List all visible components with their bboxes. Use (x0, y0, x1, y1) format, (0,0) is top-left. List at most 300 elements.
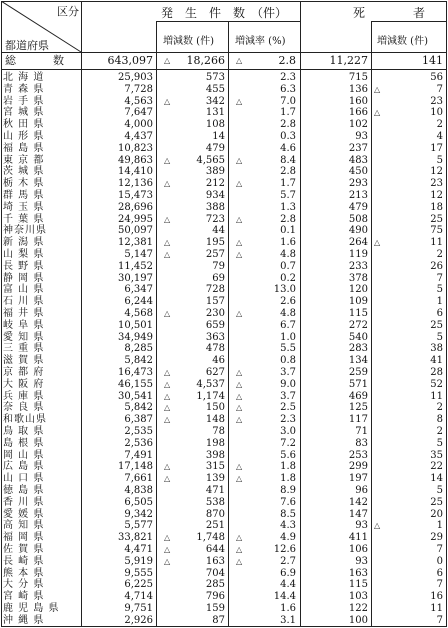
total-count: 643,097 (107, 54, 153, 67)
prefecture-name: 長 野 県 (3, 260, 45, 272)
change-rate: 13.0 (273, 284, 296, 296)
accident-change: 479 (205, 142, 225, 154)
table-row (1, 615, 447, 627)
death-change: 2 (436, 119, 443, 131)
death-change: 7 (436, 544, 443, 555)
accident-count: 46,155 (118, 378, 153, 390)
death-change: 11 (430, 603, 443, 614)
total-rate: 2.8 (278, 54, 296, 67)
death-count: 71 (355, 426, 368, 437)
accident-change: 934 (205, 190, 225, 201)
prefecture-name: 青 森 県 (3, 83, 45, 95)
accident-count: 4,568 (124, 308, 153, 319)
death-change: 8 (436, 414, 443, 426)
death-change: 41 (430, 355, 443, 367)
table-row (1, 284, 447, 296)
accident-count: 17,148 (118, 461, 153, 473)
change-rate: 2.3 (280, 414, 296, 426)
accident-count: 8,285 (124, 343, 153, 355)
prefecture-name: 宮 城 県 (3, 107, 45, 119)
change-rate: 2.8 (280, 213, 296, 225)
death-count: 411 (348, 532, 368, 544)
accident-change: 251 (205, 520, 225, 532)
accident-change: 573 (205, 72, 225, 83)
accident-change: 478 (205, 343, 225, 355)
change-mark: △ (164, 462, 171, 472)
change-rate: 8.4 (280, 154, 296, 166)
death-count: 237 (348, 142, 368, 154)
rate-mark: △ (236, 556, 243, 566)
death-change: 7 (436, 83, 443, 95)
change-rate: 1.0 (280, 331, 296, 343)
accident-change: 1,748 (196, 532, 225, 544)
change-rate: 1.6 (280, 237, 296, 249)
death-count: 117 (348, 414, 368, 426)
table-row (1, 520, 447, 532)
prefecture-name: 滋 賀 県 (3, 355, 45, 367)
total-label: 総 数 (5, 54, 65, 67)
change-mark: △ (164, 96, 171, 106)
change-rate: 14.4 (273, 591, 296, 603)
table-row (1, 225, 447, 237)
prefecture-name: 岐 阜 県 (3, 319, 45, 331)
death-count: 125 (348, 402, 368, 414)
accident-change: 538 (205, 496, 225, 508)
prefecture-name: 福 島 県 (3, 142, 45, 154)
table-row (1, 450, 447, 462)
death-change: 14 (430, 473, 443, 485)
death-change: 10 (430, 107, 443, 119)
accident-count: 7,728 (124, 83, 153, 95)
change-rate: 5.5 (280, 343, 296, 355)
rate-mark: △ (236, 238, 243, 248)
change-rate: 0.7 (280, 260, 296, 272)
death-count: 93 (355, 520, 368, 532)
change-rate: 2.8 (280, 166, 296, 178)
accident-count: 7,661 (124, 473, 153, 485)
table-row (1, 273, 447, 285)
change-mark: △ (164, 415, 171, 425)
death-change: 29 (430, 532, 443, 544)
accident-count: 14,410 (118, 166, 153, 178)
accident-change: 398 (205, 449, 225, 461)
accident-change: 627 (205, 367, 225, 378)
prefecture-name: 鹿 児 島 県 (3, 603, 60, 614)
table-row (1, 485, 447, 497)
accident-change: 342 (205, 95, 225, 107)
death-count: 233 (348, 260, 368, 272)
table-row (1, 414, 447, 426)
accident-change: 44 (212, 225, 225, 237)
death-count: 102 (348, 119, 368, 131)
death-count: 109 (348, 296, 368, 308)
accident-change: 257 (205, 249, 225, 260)
table-row (1, 579, 447, 591)
accident-count: 4,838 (124, 485, 153, 496)
accident-count: 4,563 (124, 95, 153, 107)
accident-change: 388 (205, 201, 225, 213)
death-change: 18 (430, 201, 443, 213)
total-change: 18,266 (186, 54, 225, 67)
change-rate: 1.8 (280, 473, 296, 485)
prefecture-name: 秋 田 県 (3, 119, 45, 131)
death-change: 5 (436, 154, 443, 166)
table-row (1, 473, 447, 485)
prefecture-name: 山 口 県 (3, 473, 45, 485)
accident-change: 14 (212, 131, 225, 142)
accident-change: 131 (205, 107, 225, 119)
death-count: 106 (348, 544, 368, 555)
table-row (1, 178, 447, 190)
death-change: 7 (436, 579, 443, 591)
change-mark: △ (164, 309, 171, 318)
change-rate: 4.3 (280, 520, 296, 532)
accident-count: 5,577 (124, 520, 153, 532)
accident-change: 46 (212, 355, 225, 367)
death-count: 283 (348, 343, 368, 355)
death-change: 23 (430, 178, 443, 190)
change-rate: 1.7 (280, 107, 296, 119)
prefecture-name: 京 都 府 (3, 367, 45, 378)
death-change: 6 (436, 567, 443, 579)
death-change: 5 (436, 284, 443, 296)
death-change: 20 (430, 508, 443, 520)
death-change-mark: △ (374, 84, 381, 94)
accident-count: 2,536 (124, 437, 153, 449)
accident-change: 644 (205, 544, 225, 555)
death-count: 93 (355, 131, 368, 142)
change-rate: 1.8 (280, 461, 296, 473)
death-change: 2 (436, 402, 443, 414)
accident-count: 4,000 (124, 119, 153, 131)
table-row (1, 438, 447, 450)
accident-count: 7,491 (124, 449, 153, 461)
table-row (1, 166, 447, 178)
change-rate: 12.6 (273, 544, 296, 555)
accident-change: 159 (205, 603, 225, 614)
accident-change: 285 (205, 579, 225, 591)
change-rate: 4.9 (280, 532, 296, 544)
accident-count: 2,926 (124, 614, 153, 626)
change-rate: 6.7 (280, 319, 296, 331)
accident-change: 4,537 (196, 378, 225, 390)
death-change: 7 (436, 272, 443, 284)
prefecture-name: 富 山 県 (3, 284, 45, 296)
table-row (1, 202, 447, 214)
accident-count: 2,535 (124, 426, 153, 437)
death-count: 96 (355, 485, 368, 496)
death-change: 23 (430, 95, 443, 107)
change-mark: △ (164, 391, 171, 401)
prefecture-name: 茨 城 県 (3, 166, 45, 178)
accident-count: 11,452 (118, 260, 153, 272)
prefecture-name: 大 阪 府 (3, 378, 45, 390)
change-mark: △ (164, 403, 171, 413)
table-row (1, 391, 447, 403)
prefecture-name: 岡 山 県 (3, 449, 45, 461)
table-row (1, 426, 447, 438)
change-rate: 7.0 (280, 95, 296, 107)
table-row (1, 237, 447, 249)
death-count: 272 (348, 319, 368, 331)
death-count: 115 (348, 579, 368, 591)
change-rate: 2.8 (280, 119, 296, 131)
death-change: 26 (430, 260, 443, 272)
death-change-mark: △ (374, 238, 381, 248)
change-rate: 0.2 (280, 272, 296, 284)
death-change: 56 (430, 72, 443, 83)
death-change: 5 (436, 485, 443, 496)
death-count: 299 (348, 461, 368, 473)
death-change-mark: △ (374, 108, 381, 118)
death-count: 115 (348, 308, 368, 319)
accident-change: 471 (205, 485, 225, 496)
prefecture-name: 愛 知 県 (3, 331, 45, 343)
change-rate: 2.3 (280, 72, 296, 83)
death-count: 163 (348, 567, 368, 579)
accident-count: 5,919 (124, 555, 153, 567)
table-row (1, 367, 447, 379)
change-rate: 3.1 (280, 614, 296, 626)
table-row (1, 261, 447, 273)
prefecture-name: 佐 賀 県 (3, 544, 45, 555)
accident-change: 157 (205, 296, 225, 308)
accident-count: 6,505 (124, 496, 153, 508)
prefecture-name: 東 京 都 (3, 154, 45, 166)
change-rate: 8.9 (280, 485, 296, 496)
header-kubun: 区分 (57, 5, 79, 18)
change-rate: 2.5 (280, 402, 296, 414)
accident-change: 148 (205, 414, 225, 426)
table-row (1, 84, 447, 96)
header-change-rate: 増減率 (%) (235, 36, 286, 47)
prefecture-name: 埼 玉 県 (3, 201, 45, 213)
death-count: 134 (348, 355, 368, 367)
rate-mark: △ (236, 309, 243, 318)
accident-change: 1,174 (196, 390, 225, 402)
prefecture-name: 奈 良 県 (3, 402, 45, 414)
change-rate: 0.1 (280, 225, 296, 237)
accident-change: 704 (205, 567, 225, 579)
change-mark: △ (164, 368, 171, 377)
death-count: 378 (348, 272, 368, 284)
rate-mark: △ (236, 533, 243, 543)
accident-change: 4,565 (196, 154, 225, 166)
death-change: 38 (430, 343, 443, 355)
accident-count: 16,473 (118, 367, 153, 378)
death-change: 6 (436, 308, 443, 319)
accident-count: 28,696 (118, 201, 153, 213)
prefecture-name: 熊 本 県 (3, 567, 45, 579)
rate-mark: △ (236, 368, 243, 377)
death-count: 450 (348, 166, 368, 178)
change-rate: 4.6 (280, 142, 296, 154)
death-count: 715 (348, 72, 368, 83)
prefecture-name: 静 岡 県 (3, 272, 45, 284)
accident-count: 7,647 (124, 107, 153, 119)
accident-count: 12,136 (118, 178, 153, 190)
accident-change: 659 (205, 319, 225, 331)
accident-change: 195 (205, 237, 225, 249)
death-change: 12 (430, 190, 443, 201)
change-rate: 3.7 (280, 367, 296, 378)
rate-mark: △ (236, 214, 243, 224)
table-row (1, 544, 447, 556)
table-row (1, 131, 447, 143)
death-change: 1 (436, 520, 443, 532)
table-row (1, 119, 447, 131)
prefecture-name: 兵 庫 県 (3, 390, 45, 402)
accident-change: 389 (205, 166, 225, 178)
accident-change: 198 (205, 437, 225, 449)
prefecture-name: 広 島 県 (3, 461, 45, 473)
accident-change: 230 (205, 308, 225, 319)
accident-change: 79 (212, 260, 225, 272)
change-rate: 9.0 (280, 378, 296, 390)
table-row (1, 143, 447, 155)
change-mark: △ (164, 155, 171, 165)
table-row (1, 107, 447, 119)
accident-count: 9,555 (124, 567, 153, 579)
table-row (1, 72, 447, 84)
table-row (1, 591, 447, 603)
death-change: 11 (430, 237, 443, 249)
header-diagonal (1, 1, 82, 53)
death-count: 142 (348, 496, 368, 508)
accident-change: 150 (205, 402, 225, 414)
prefecture-name: 群 馬 県 (3, 190, 45, 201)
death-count: 119 (348, 249, 368, 260)
table-row (1, 556, 447, 568)
accident-change: 455 (205, 83, 225, 95)
death-count: 264 (348, 237, 368, 249)
accident-count: 4,714 (124, 591, 153, 603)
change-rate: 5.6 (280, 449, 296, 461)
table-row (1, 461, 447, 473)
death-count: 120 (348, 284, 368, 296)
statistics-table (1, 1, 447, 627)
accident-count: 4,437 (124, 131, 153, 142)
table-row (1, 568, 447, 580)
rate-mark: △ (236, 391, 243, 401)
accident-count: 34,949 (118, 331, 153, 343)
rate-mark: △ (236, 415, 243, 425)
death-count: 160 (348, 95, 368, 107)
prefecture-name: 岩 手 県 (3, 95, 45, 107)
death-change: 35 (430, 449, 443, 461)
accident-count: 30,541 (118, 390, 153, 402)
prefecture-name: 山 形 県 (3, 131, 45, 142)
table-row (1, 379, 447, 391)
header-change-count: 増減数 (件) (163, 36, 214, 47)
table-row (1, 249, 447, 261)
rate-mark: △ (236, 379, 243, 389)
prefecture-name: 福 井 県 (3, 308, 45, 319)
rate-mark: △ (236, 474, 243, 484)
rate-mark: △ (236, 96, 243, 106)
table-row (1, 320, 447, 332)
death-count: 508 (348, 213, 368, 225)
prefecture-name: 三 重 県 (3, 343, 45, 355)
death-change: 25 (430, 319, 443, 331)
rate-mark: △ (236, 155, 243, 165)
death-change: 5 (436, 331, 443, 343)
change-rate: 1.7 (280, 178, 296, 190)
death-change: 52 (430, 378, 443, 390)
prefecture-name: 徳 島 県 (3, 485, 45, 496)
death-change: 12 (430, 166, 443, 178)
death-count: 483 (348, 154, 368, 166)
accident-count: 6,387 (124, 414, 153, 426)
total-change-mark: △ (164, 56, 171, 65)
table-row (1, 96, 447, 108)
prefecture-name: 千 葉 県 (3, 213, 45, 225)
change-rate: 1.3 (280, 201, 296, 213)
accident-change: 87 (212, 614, 225, 626)
header-death-change: 増減数 (件) (377, 36, 428, 47)
death-count: 93 (355, 555, 368, 567)
change-rate: 4.4 (280, 579, 296, 591)
death-count: 103 (348, 591, 368, 603)
death-count: 293 (348, 178, 368, 190)
prefecture-name: 長 崎 県 (3, 555, 45, 567)
accident-count: 24,995 (118, 213, 153, 225)
death-change: 75 (430, 225, 443, 237)
change-rate: 3.7 (280, 390, 296, 402)
death-change: 2 (436, 249, 443, 260)
change-mark: △ (164, 379, 171, 389)
prefecture-name: 福 岡 県 (3, 532, 45, 544)
change-mark: △ (164, 238, 171, 248)
table-row (1, 296, 447, 308)
accident-count: 15,473 (118, 190, 153, 201)
accident-count: 4,471 (124, 544, 153, 555)
death-count: 136 (348, 83, 368, 95)
total-deaths: 11,227 (329, 54, 368, 67)
change-mark: △ (164, 545, 171, 554)
change-rate: 7.2 (280, 437, 296, 449)
death-change: 16 (430, 591, 443, 603)
prefecture-name: 香 川 県 (3, 496, 45, 508)
death-change: 7 (436, 614, 443, 626)
table-row (1, 509, 447, 521)
prefecture-name: 和歌山県 (3, 414, 47, 426)
accident-count: 33,821 (118, 532, 153, 544)
prefecture-name: 鳥 取 県 (3, 426, 45, 437)
table-row (1, 532, 447, 544)
table-row (1, 343, 447, 355)
accident-count: 50,097 (118, 225, 153, 237)
header-deaths: 死 者 (353, 6, 426, 20)
accident-change: 315 (205, 461, 225, 473)
death-count: 479 (348, 201, 368, 213)
change-mark: △ (164, 214, 171, 224)
accident-change: 796 (205, 591, 225, 603)
accident-count: 5,842 (124, 402, 153, 414)
prefecture-name: 愛 媛 県 (3, 508, 45, 520)
change-rate: 3.0 (280, 426, 296, 437)
accident-count: 25,903 (118, 72, 153, 83)
table-row (1, 402, 447, 414)
accident-change: 139 (205, 473, 225, 485)
death-count: 259 (348, 367, 368, 378)
death-change: 17 (430, 142, 443, 154)
death-change: 11 (430, 390, 443, 402)
rate-mark: △ (236, 545, 243, 554)
death-count: 147 (348, 508, 368, 520)
death-change: 25 (430, 213, 443, 225)
rate-mark: △ (236, 403, 243, 413)
